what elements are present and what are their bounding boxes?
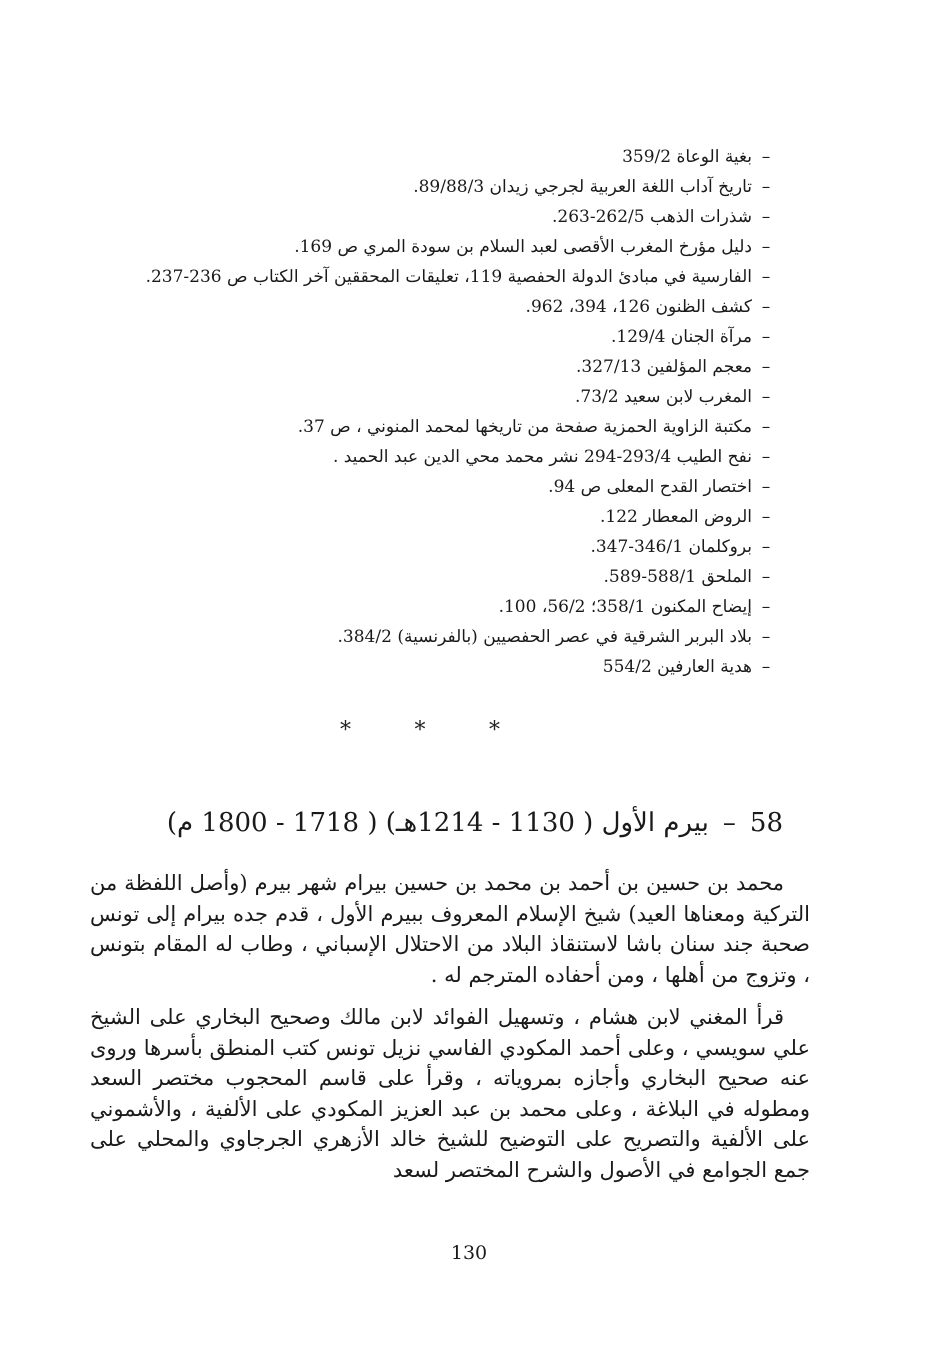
reference-item (140, 412, 780, 442)
body-paragraph: محمد بن حسين بن أحمد بن محمد بن حسين بيرام شهر بيرم (وأصل اللفظة من التركية ومعناها العيد) شيخ الإسلام المعروف ببيرم الأول ، قدم جده بيرام إلى تونس صحبة جند سنان باشا لاستنقاذ البلاد من الاحتلال الإسباني ، وطاب له المقام بتونس ، وتزوج من أهلها ، ومن أحفاده المترجم له . (90, 871, 810, 987)
list-dash: – (761, 147, 771, 167)
reference-text: كشف الظنون 126، 394، 962. (525, 297, 752, 317)
list-dash: – (761, 627, 771, 647)
reference-text: الفارسية في مبادئ الدولة الحفصية 119، تعليقات المحققين آخر الكتاب ص 236-237. (145, 267, 752, 287)
reference-text: هدية العارفين 554/2 (602, 657, 752, 677)
list-dash: – (761, 297, 771, 317)
reference-item (140, 142, 780, 172)
list-dash: – (761, 237, 771, 257)
reference-text: مرآة الجنان 129/4. (611, 327, 752, 347)
list-dash: – (761, 207, 771, 227)
separator-star: * (414, 718, 426, 743)
reference-text: دليل مؤرخ المغرب الأقصى لعبد السلام بن سودة المري ص 169. (294, 237, 752, 257)
reference-item (140, 202, 780, 232)
reference-item (140, 532, 780, 562)
reference-text: بلاد البربر الشرقية في عصر الحفصيين (بالفرنسية) 384/2. (337, 627, 752, 647)
entry-dash: – (722, 808, 736, 838)
references-list (140, 142, 780, 682)
reference-item (140, 592, 780, 622)
reference-item (140, 322, 780, 352)
page-number: 130 (450, 1242, 488, 1264)
reference-text: اختصار القدح المعلى ص 94. (548, 477, 752, 497)
reference-item (140, 442, 780, 472)
list-dash: – (761, 597, 771, 617)
body-paragraph: قرأ المغني لابن هشام ، وتسهيل الفوائد لابن مالك وصحيح البخاري على الشيخ علي سويسي ، وعلى أحمد المكودي الفاسي نزيل تونس كتب المنطق بأسرها وروى عنه صحيح البخاري وأجازه بمروياته ، وقرأ على قاسم المحجوب مختصر السعد ومطوله في البلاغة ، وعلى محمد بن عبد العزيز المكودي على الألفية ، والأشموني على الألفية والتصريح على التوضيح للشيخ خالد الأزهري الجرجاوي والمحلي على جمع الجوامع في الأصول والشرح المختصر لسعد (90, 1005, 810, 1182)
reference-text: بروكلمان 346/1-347. (590, 537, 752, 557)
reference-text: مكتبة الزاوية الحمزية صفحة من تاريخها لمحمد المنوني ، ص 37. (297, 417, 752, 437)
list-dash: – (761, 327, 771, 347)
reference-text: معجم المؤلفين 327/13. (576, 357, 752, 377)
reference-text: إيضاح المكنون 358/1؛ 56/2، 100. (498, 597, 752, 617)
reference-item (140, 292, 780, 322)
separator-star: * (489, 718, 500, 743)
reference-text: الروض المعطار 122. (600, 507, 752, 527)
reference-item (140, 232, 780, 262)
reference-text: شذرات الذهب 262/5-263. (551, 207, 752, 227)
reference-item (140, 382, 780, 412)
list-dash: – (761, 267, 771, 287)
entry-dates: ( 1130 - 1214هـ) ( 1718 - 1800 م) (166, 808, 594, 838)
reference-item (140, 652, 780, 682)
reference-item (140, 562, 780, 592)
list-dash: – (761, 417, 771, 437)
list-dash: – (761, 387, 771, 407)
reference-item (140, 622, 780, 652)
reference-text: تاريخ آداب اللغة العربية لجرجي زيدان 89/88/3. (413, 177, 752, 197)
list-dash: – (761, 567, 771, 587)
entry-number: 58 (749, 808, 783, 838)
entry-name: بيرم الأول (601, 808, 709, 838)
list-dash: – (761, 657, 771, 677)
reference-item (140, 352, 780, 382)
reference-item (140, 262, 780, 292)
list-dash: – (761, 177, 771, 197)
list-dash: – (761, 507, 771, 527)
list-dash: – (761, 537, 771, 557)
reference-text: المغرب لابن سعيد 73/2. (575, 387, 752, 407)
list-dash: – (761, 357, 771, 377)
section-separator (340, 718, 500, 743)
reference-text: بغية الوعاة 359/2 (622, 147, 752, 167)
entry-body (90, 868, 810, 1197)
entry-heading (143, 808, 783, 838)
list-dash: – (761, 477, 771, 497)
separator-star: * (340, 718, 351, 743)
reference-item (140, 502, 780, 532)
list-dash: – (761, 447, 771, 467)
reference-text: نفح الطيب 293/4-294 نشر محمد محي الدين عبد الحميد . (332, 447, 752, 467)
reference-item (140, 472, 780, 502)
reference-item (140, 172, 780, 202)
reference-text: الملحق 588/1-589. (603, 567, 752, 587)
